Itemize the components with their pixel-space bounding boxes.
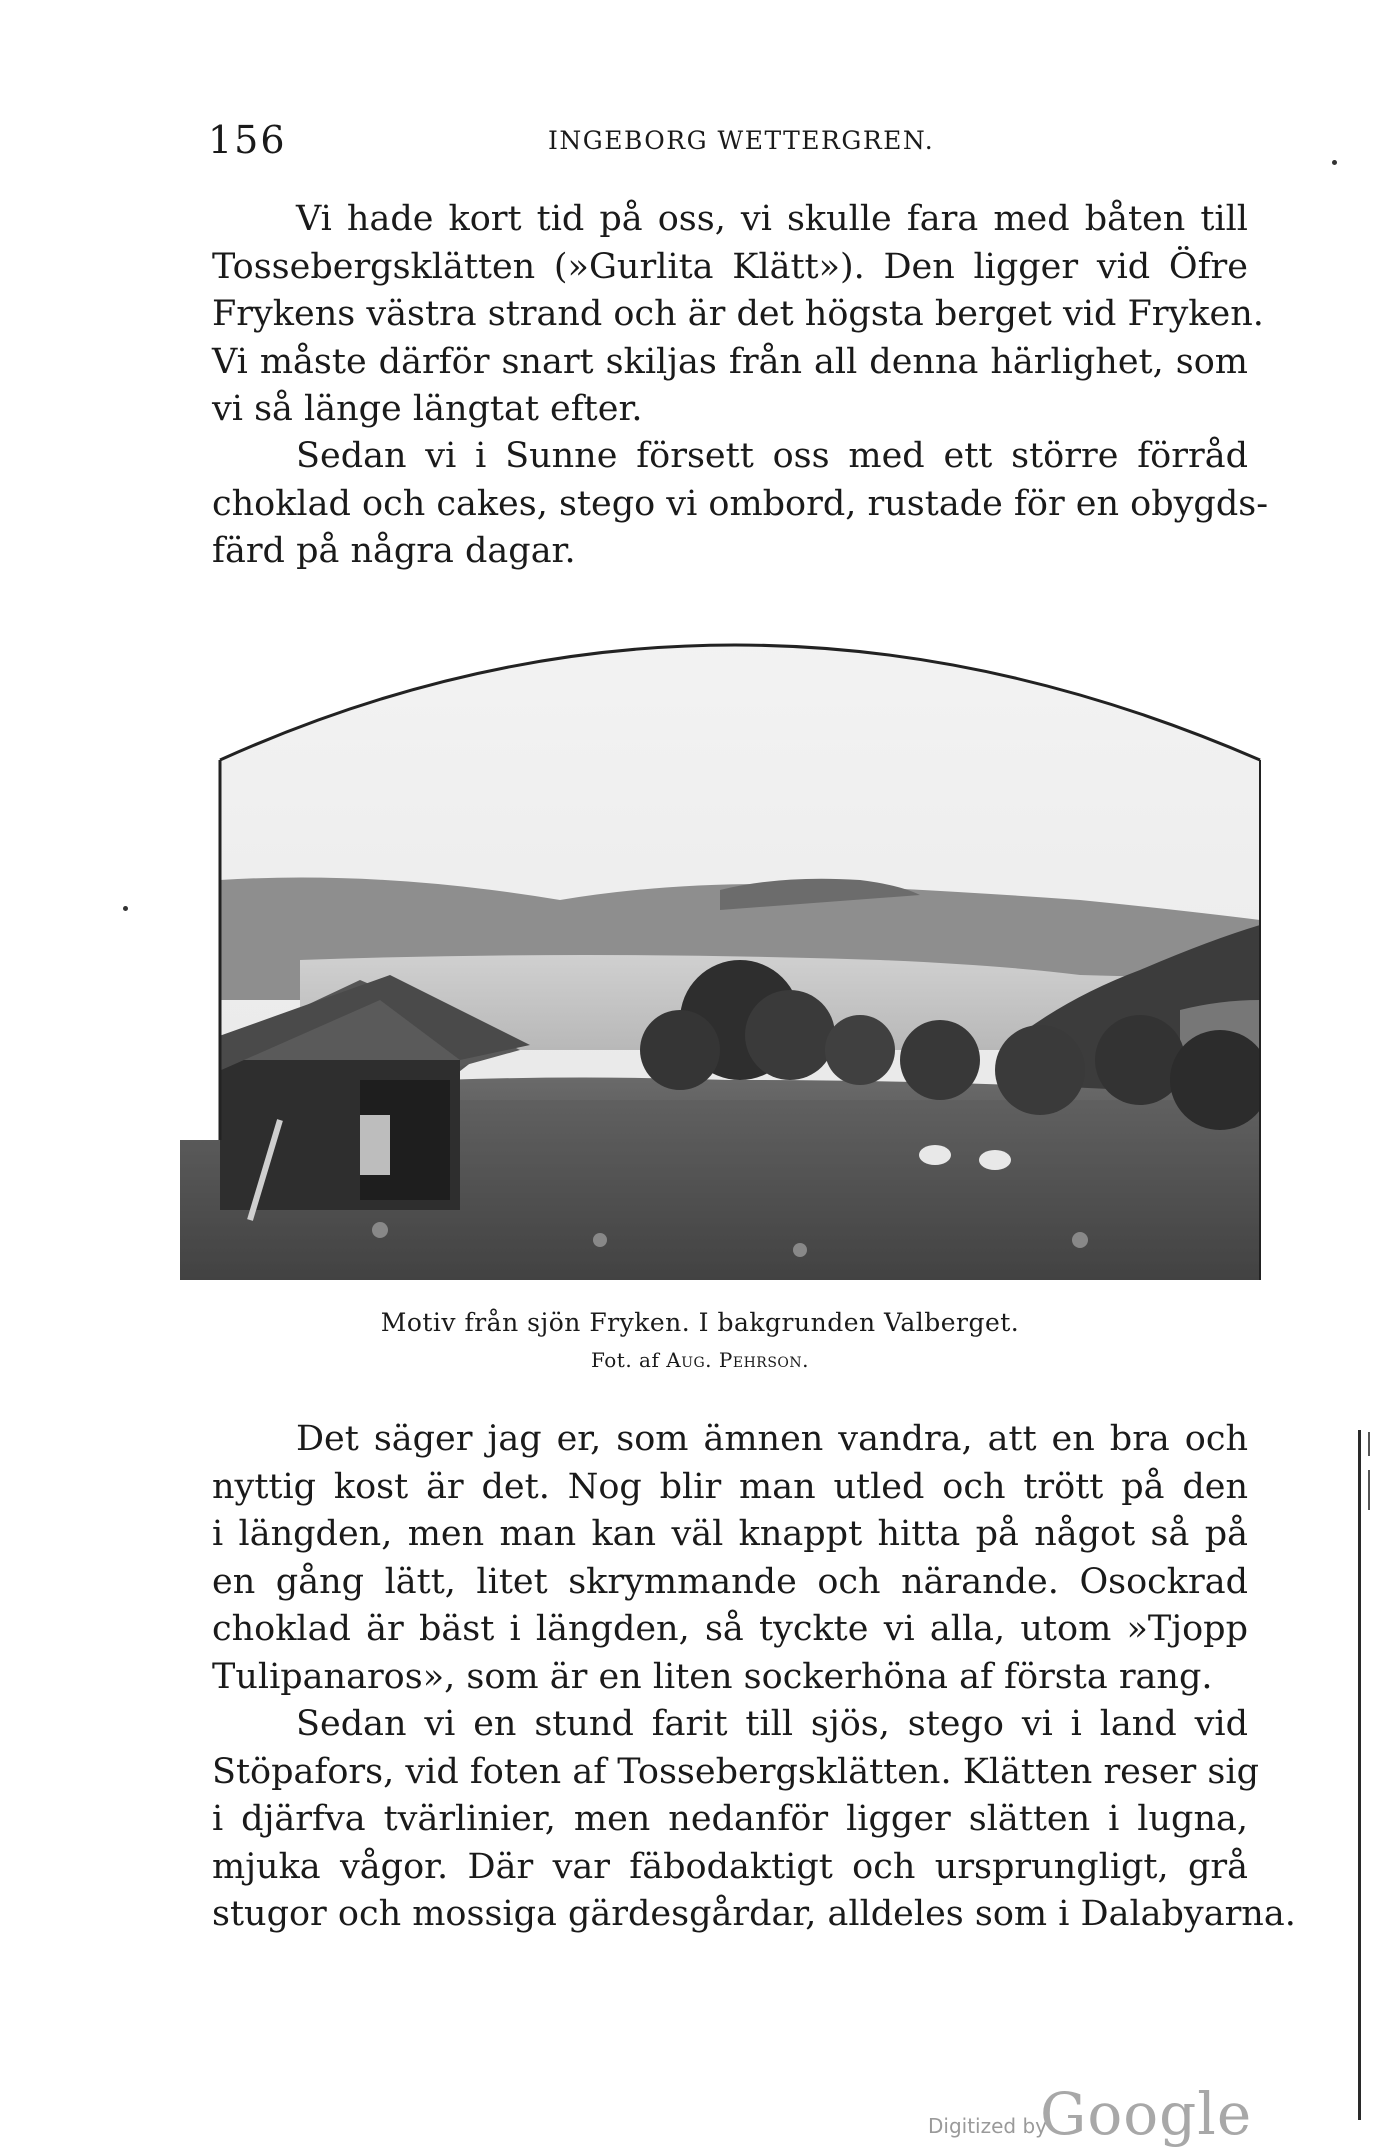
photographer-name: Aug. Pehrson. (666, 1348, 809, 1372)
text-line: choklad och cakes, stego vi ombord, rustade för en obygds- (212, 483, 1269, 524)
paragraph-2 (212, 433, 1269, 576)
google-watermark: Google (1040, 2080, 1253, 2148)
paragraph-3 (212, 1416, 1248, 1701)
photograph-lake-fryken (180, 580, 1280, 1280)
page-number: 156 (208, 118, 287, 162)
text-line: nyttig kost är det. Nog blir man utled och trött på den (212, 1466, 1248, 1507)
text-line: en gång lätt, litet skrymmande och närande. Osockrad (212, 1561, 1248, 1602)
ink-speck (1332, 160, 1337, 165)
running-head: INGEBORG WETTERGREN. (548, 126, 935, 155)
text-line: Tossebergsklätten (»Gurlita Klätt»). Den ligger vid Öfre (212, 246, 1248, 287)
scan-edge-tick (1368, 1470, 1370, 1510)
ink-speck (123, 906, 128, 911)
scan-edge-tick (1368, 1432, 1370, 1456)
scan-edge-line (1358, 1430, 1361, 2120)
text-line: Sedan vi en stund farit till sjös, stego vi i land vid (296, 1704, 1248, 1744)
credit-prefix: Fot. af (590, 1348, 660, 1372)
figure-credit (0, 1348, 1400, 1372)
text-line: choklad är bäst i längden, så tyckte vi alla, utom »Tjopp (212, 1609, 1248, 1649)
paragraph-1 (212, 196, 1264, 434)
text-line: i längden, men man kan väl knappt hitta på något så på (212, 1514, 1248, 1554)
text-line: Frykens västra strand och är det högsta berget vid Fryken. (212, 294, 1264, 334)
text-line: Vi måste därför snart skiljas från all denna härlighet, som (212, 341, 1248, 382)
text-line: vi så länge längtat efter. (212, 389, 643, 429)
text-line: stugor och mossiga gärdesgårdar, alldeles som i Dalabyarna. (212, 1894, 1296, 1934)
figure-caption: Motiv från sjön Fryken. I bakgrunden Valberget. (380, 1308, 1020, 1337)
text-line: färd på några dagar. (212, 531, 576, 571)
text-line: Stöpafors, vid foten af Tossebergsklätten. Klätten reser sig (212, 1751, 1259, 1792)
text-line: mjuka vågor. Där var fäbodaktigt och ursprungligt, grå (212, 1846, 1248, 1887)
text-line: Vi hade kort tid på oss, vi skulle fara med båten till (296, 199, 1248, 239)
text-line: Sedan vi i Sunne försett oss med ett större förråd (296, 436, 1248, 476)
text-line: Det säger jag er, som ämnen vandra, att en bra och (296, 1419, 1248, 1459)
digitized-by-label: Digitized by (928, 2114, 1047, 2138)
paragraph-4 (212, 1701, 1296, 1939)
text-line: Tulipanaros», som är en liten sockerhöna af första rang. (212, 1656, 1213, 1697)
text-line: i djärfva tvärlinier, men nedanför ligger slätten i lugna, (212, 1799, 1248, 1839)
